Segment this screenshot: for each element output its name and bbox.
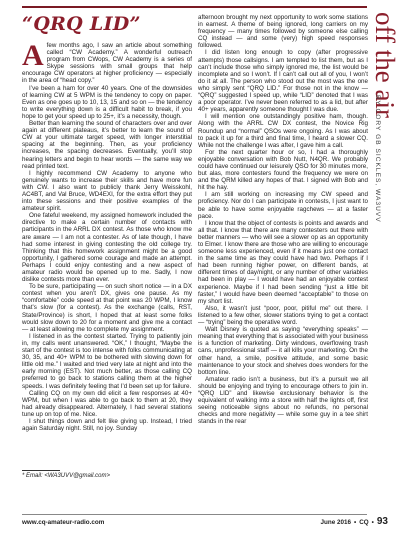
paragraph: One fateful weekend, my assigned homework included the directive to make a certain number of contacts with participants in the ARRL DX contest. As those who know me are aware — I am not a contester. As of late though, I have had some interest in giving contesting the old college try. Thinking that this homework assignment might be a good opportunity, I gathered some courage and made an attempt. Perhaps I could enjoy contesting and a new aspect of amateur radio would be opened up to me. Sadly, I now dislike contests more than ever.	[22, 212, 192, 284]
paragraph: I know that the object of contests is points and awards and all that. I know that there are many contesters out there with better manners — who will see a slower op as an opportunity to Elmer. I know there are those who are willing to encourage someone less experienced, even if it means just one contact in the same time as they could have had two. Perhaps if I had been running higher power, on different bands, at different times of day/night, or any number of other variables had been in play — I would have had an enjoyable contest experience. Maybe if I had been sending “just a little bit faster,” I would have been deemed “acceptable” to those on my short list.	[198, 219, 368, 305]
paragraph: For the next quarter hour or so, I had a thoroughly enjoyable conversation with Bob Nutt, N4QR. We probably could have continued our leisurely QSO for 30 minutes more, but alas, more contesters found the frequency we were on and the QRM killed any hopes of that. I signed with Bob and hit the hay.	[198, 148, 368, 192]
paragraph: Calling CQ on my own did elicit a few responses at 40+ WPM, but when I was able to go back to them at 20, they had already disappeared. Alternately, I had several stations tune up on top of me. Nice.	[22, 389, 192, 418]
byline: BY CORY GB SICKLES, WA3UVV	[374, 95, 381, 223]
article-title: “QRQ LID”	[22, 13, 141, 35]
paragraph: I did listen long enough to copy (after progressive attempts) those callsigns. I am tempted to list them, but as I can’t include those who simply ignored me, the list would be incomplete and so I won’t. If I can’t call out all of you, I won’t do it at all. The person who stood out the most was the one who simply sent “QRQ LID.” For those not in the know — “QRQ” suggested I speed up, while “LID” denoted that I was a poor operator. I’ve never been referred to as a lid, but after 40+ years, apparently someone thought I was due.	[198, 49, 368, 114]
paragraph: To be sure, participating — on such short notice — in a DX contest when you aren’t DX, gives one pause. As my “comfortable” code speed at that point was 20 WPM, I know that’s slow (for a contest). As the exchange (calls, RST, State/Province) is short, I hoped that at least some folks would slow down to 20 for a moment and give me a contact — at least allowing me to complete my assignment.	[22, 283, 192, 333]
footnote-rule	[22, 470, 60, 471]
website-url: www.cq-amateur-radio.com	[22, 519, 105, 526]
paragraph: I will mention one outstandingly positive ham, though. Along with the ARRL CW DX contest, the Novice Rig Roundup and “normal” QSOs were ongoing. As I was about to pack it up for a third and final time, I heard a slower CQ. While not the challenge I was after, I gave him a call.	[198, 113, 368, 149]
paragraph: Better than learning the sound of characters over and over again at different plateaus, it’s better to learn the sound of CW at your ultimate target speed, with longer interstitial spacing at the beginning. Then, as your proficiency increases, the spacing decreases. Eventually, you’ll stop hearing letters and begin to hear words — the same way we read printed text.	[22, 120, 192, 170]
page-number: 93	[376, 516, 388, 527]
paragraph: Also, it wasn’t just “poor, poor, pitiful me” out there. I listened to a few other, slower stations trying to get a contact — “trying” being the operative word.	[198, 304, 368, 327]
article-column-left	[22, 39, 192, 433]
paragraph: I listened in as the contest started. Trying to patiently join in, my calls went unanswered. “OK,” I thought, “Maybe the start of the contest is too intense with folks communicating at 30, 35, and 40+ WPM to be bothered with slowing down for little old me.” I waited and tried very late at night and into the early morning (EST). Not much better, as those calling CQ preferred to go back to stations calling them at the higher speeds. I was definitely feeling that I’d been set up for failure.	[22, 332, 192, 390]
paragraph: Amateur radio isn’t a business, but it’s a pursuit we all should be enjoying and trying to encourage others to join in. “QRQ LID” and likewise exclusionary behavior is the equivalent of walking into a store with half the lights off, first seeing noticeable signs about no refunds, no personal checks and more negativity — while some guy in a tee shirt stands in the rear	[198, 375, 368, 426]
issue-date: June 2016	[320, 519, 351, 526]
magazine-name: CQ	[359, 519, 369, 526]
section-title: off the air	[370, 12, 400, 118]
footer-rule	[22, 514, 367, 515]
header-rule	[22, 6, 367, 8]
paragraph: Walt Disney is quoted as saying “everything speaks” — meaning that everything that is associated with your business is a function of marketing. Dirty windows, overflowing trash cans, unprofessional staff — it all kills your marketing. On the other hand, a smile, positive attitude, and some basic maintenance to your stock and shelves does wonders for the bottom line.	[198, 326, 368, 376]
paragraph: I am still working on increasing my CW speed and proficiency. Nor do I can participate in contests, I just want to be able to have some enjoyable ragchews — at a faster pace.	[198, 191, 368, 220]
paragraph: I shut things down and felt like giving up. Instead, I tried again Saturday night. Still, no joy. Sunday	[22, 417, 192, 433]
paragraph: afternoon brought my next opportunity to work some stations in earnest. A theme of being ignored, long carriers on my frequency — many times followed by someone else calling CQ instead — and some (very) high speed responses followed.	[198, 14, 368, 50]
bullet-separator: •	[353, 519, 357, 526]
drop-cap: A	[22, 39, 44, 72]
paragraph: I highly recommend CW Academy to anyone who genuinely wants to increase their skills and have more fun with CW. I also want to publicly thank Jerry Weisskohl, AC4BT, and Val Bruce, WD4EXI, for the extra effort they put into these sessions and their positive examples of the amateur spirit.	[22, 169, 192, 213]
section-sidebar	[368, 0, 400, 538]
article-column-right	[198, 14, 368, 425]
paragraph: few months ago, I saw an article about something called “CW Academy.” A wonderful outreach program from CWops, CW Academy is a series of Skype sessions with small groups that help encourage CW operators at higher proficiency — especially in the area of “head copy.”	[22, 42, 192, 85]
page-folio	[321, 516, 388, 527]
paragraph: I’ve been a ham for over 40 years. One of the downsides of learning CW at 5 WPM is the tendency to copy on paper. Even as one goes up to 10, 13, 15 and so on — the tendency to write everything down is a difficult habit to break, if you hope to get your speed up to 25+, it’s a necessity, though.	[22, 84, 192, 120]
author-email-footnote: * Email: <WA3UVV@gmail.com>	[22, 473, 111, 479]
bullet-separator: •	[371, 519, 374, 526]
